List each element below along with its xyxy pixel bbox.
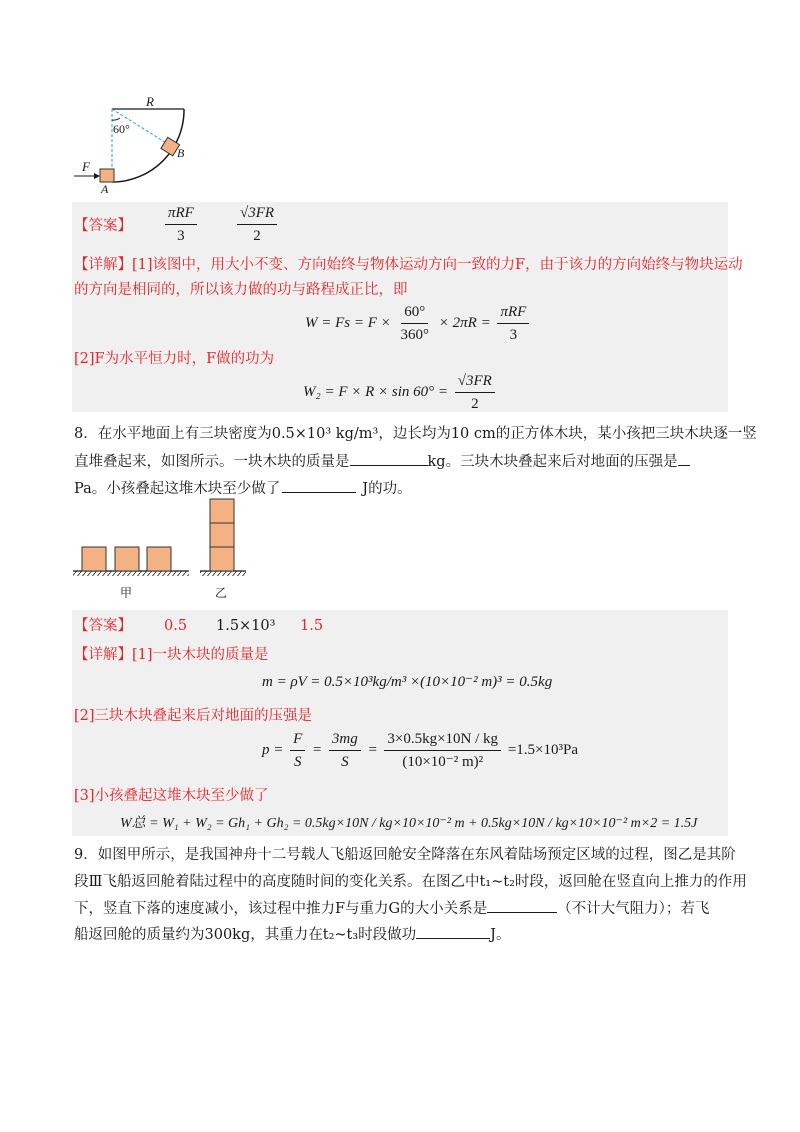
fig-label-yi: 乙 bbox=[215, 586, 228, 600]
q8-detail-tag: 【详解】 bbox=[74, 647, 132, 663]
q7-detail-line2: 的方向是相同的，所以该力做的功与路程成正比，即 bbox=[74, 282, 408, 298]
q8-detail-line1: 【详解】[1]一块木块的质量是 bbox=[74, 647, 269, 663]
q7-detail-line3: [2]F为水平恒力时，F做的功为 bbox=[74, 351, 275, 367]
q9-question-line4: 船返回舱的质量约为300kg，其重力在t₂~t₃时段做功 J。 bbox=[74, 922, 511, 948]
q7-equation-2: W₂ = F × R × sin 60° = $\frac{√3FR}{2}$ bbox=[303, 372, 498, 413]
blocks-diagram bbox=[70, 495, 270, 580]
q9-question-line2: 段Ⅲ飞船返回舱着陆过程中的高度随时间的变化关系。在图乙中t₁~t₂时段，返回舱在竖直向上推力的作用 bbox=[74, 874, 747, 890]
q8-equation-3: W总 = W₁ + W₂ = Gh₁ + Gh₂ = 0.5kg×10N / kg×10×10⁻² m + 0.5kg×10N / kg×10×10⁻² m×2 = 1.5J bbox=[120, 816, 698, 831]
q8-answer-3: 1.5 bbox=[300, 618, 324, 634]
q9-blank-2 bbox=[416, 922, 490, 939]
q7-answer-1: $\frac{\text{πRF}}{3}$ bbox=[162, 204, 200, 245]
q8-answer-1: 0.5 bbox=[164, 618, 188, 634]
q8-equation-1: m = ρV = 0.5×10³kg/m³ ×(10×10⁻² m)³ = 0.5kg bbox=[262, 674, 553, 690]
q8-answer-tag: 【答案】 bbox=[74, 618, 132, 634]
q7-equation-1: W = Fs = F × $\frac{60^\circ}{360^\circ}$ × 2πR = $\frac{\text{πRF}}{3}$ bbox=[305, 303, 532, 344]
q9-blank-1 bbox=[487, 896, 557, 913]
q7-detail-tag: 【详解】 bbox=[74, 257, 132, 273]
q9-question-line1: 9．如图甲所示，是我国神舟十二号载人飞船返回舱安全降落在东风着陆场预定区域的过程，图乙是其阶 bbox=[74, 847, 736, 863]
q8-blank-1 bbox=[350, 449, 428, 466]
label-B: B bbox=[177, 146, 185, 160]
q7-answer-tag: 【答案】 bbox=[74, 218, 132, 234]
q8-equation-2: p = $\frac{F}{S}$ = $\frac{3mg}{S}$ = $\frac{3\times 0.5kg\times 10N / kg}{\text{(10×10⁻² m)²}}$ =1.5×10³Pa bbox=[262, 731, 578, 770]
label-F: F bbox=[82, 159, 90, 174]
q7-answer-2: $\frac{√3FR}{2}$ bbox=[234, 204, 280, 245]
arc-force-diagram bbox=[70, 92, 200, 192]
label-angle: 60° bbox=[113, 122, 130, 136]
q8-detail-line3: [3]小孩叠起这堆木块至少做了 bbox=[74, 788, 269, 804]
q8-question-line2: 直堆叠起来，如图所示。一块木块的质量是 kg。三块木块叠起来后对地面的压强是 bbox=[74, 449, 690, 475]
q8-answer-2: 1.5×10³ bbox=[216, 618, 276, 634]
q7-detail-line1: 【详解】[1]该图中，用大小不变、方向始终与物体运动方向一致的力F，由于该力的方向始终与物块运动 bbox=[74, 257, 743, 273]
q8-detail-line2: [2]三块木块叠起来后对地面的压强是 bbox=[74, 708, 313, 724]
label-A: A bbox=[101, 182, 109, 196]
q8-question-line3: Pa。小孩叠起这堆木块至少做了 J的功。 bbox=[74, 476, 412, 502]
q8-blank-2 bbox=[678, 449, 690, 466]
q8-blank-3 bbox=[282, 476, 356, 493]
label-R: R bbox=[146, 94, 154, 109]
q8-question-line1: 8．在水平地面上有三块密度为0.5×10³ kg/m³，边长均为10 cm的正方体木块，某小孩把三块木块逐一竖 bbox=[74, 426, 757, 442]
q9-question-line3: 下，竖直下落的速度减小，该过程中推力F与重力G的大小关系是 （不计大气阻力）；若飞 bbox=[74, 896, 709, 922]
fig-label-jia: 甲 bbox=[120, 586, 133, 600]
